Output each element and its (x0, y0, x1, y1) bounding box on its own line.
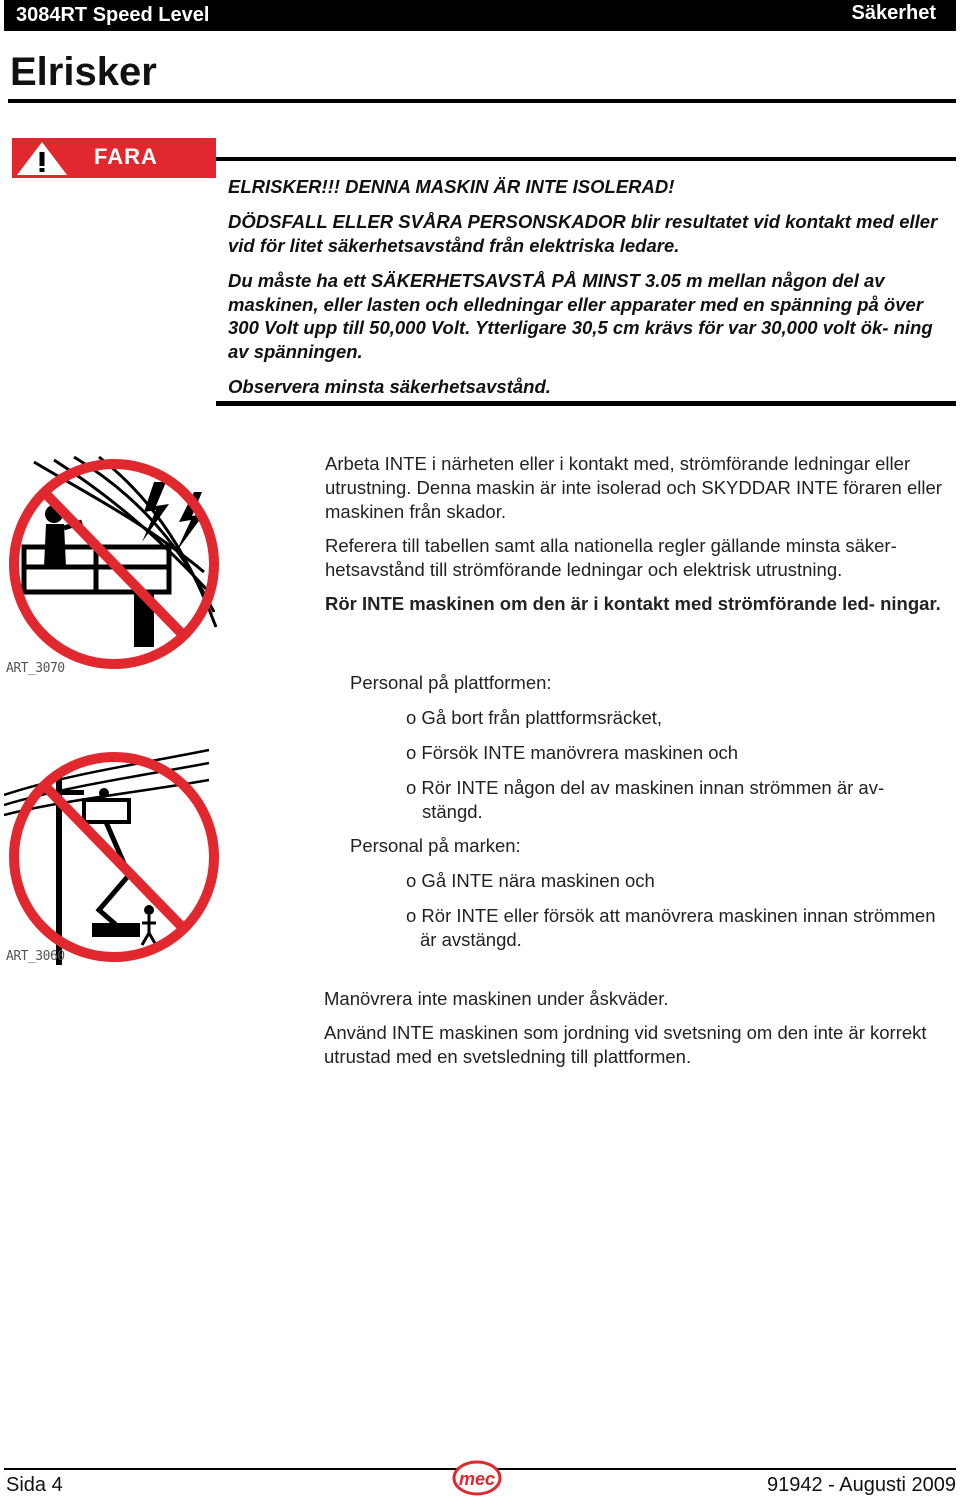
prohibition-platform-figure (4, 452, 219, 677)
ground-item-1: o Gå INTE nära maskinen och (406, 870, 655, 891)
paragraph-do-not-touch: Rör INTE maskinen om den är i kontakt med strömförande led- ningar. (325, 593, 941, 614)
header-section: Säkerhet (851, 2, 936, 24)
mec-logo-text: mec (458, 1469, 496, 1489)
danger-line-2: DÖDSFALL ELLER SVÅRA PERSONSKADOR blir resultatet vid kontakt med eller vid för litet säkerhetsavstånd från elektriska ledare. (228, 211, 938, 256)
footer-doc: 91942 - Augusti 2009 (766, 1474, 956, 1496)
prohibition-boom-figure (4, 745, 219, 965)
mec-logo (452, 1460, 502, 1496)
danger-line-4: Observera minsta säkerhetsavstånd. (228, 376, 551, 397)
danger-label: FARA (94, 144, 158, 169)
paragraph-reference: Referera till tabellen samt alla nationella regler gällande minsta säker- hetsavstånd till strömförande ledningar och elektrisk utrustning. (325, 535, 897, 580)
danger-rule-bottom (216, 401, 956, 406)
figure-label-2: ART_3060 (6, 949, 65, 964)
ground-heading: Personal på marken: (350, 835, 521, 856)
platform-item-3-line-2: stängd. (422, 801, 483, 822)
danger-rule-top (216, 157, 956, 161)
footer-page: Sida 4 (6, 1474, 63, 1496)
ground-item-2-line-1: o Rör INTE eller försök att manövrera maskinen innan strömmen (406, 905, 936, 926)
platform-heading: Personal på plattformen: (350, 672, 552, 693)
platform-item-2: o Försök INTE manövrera maskinen och (406, 742, 739, 763)
paragraph-no-contact: Arbeta INTE i närheten eller i kontakt med, strömförande ledningar eller utrustning. Denna maskin är inte isolerad och SKYDDAR INTE föraren eller maskinen från skador. (325, 453, 942, 522)
title-rule (8, 99, 956, 103)
warning-triangle-icon (12, 138, 72, 178)
platform-item-3 (406, 776, 956, 824)
danger-line-3: Du måste ha ett SÄKERHETSAVSTÅ PÅ MINST 3.05 m mellan någon del av maskinen, eller lasten och elledningar eller apparater med en spänning på över 300 Volt upp till 50,000 Volt. Ytterligare 30,5 cm krävs för var 30,000 volt ök- ning av spänningen. (228, 270, 933, 362)
page-title: Elrisker (10, 50, 157, 94)
danger-line-1: ELRISKER!!! DENNA MASKIN ÄR INTE ISOLERAD! (228, 176, 675, 197)
platform-item-3-line-1: o Rör INTE någon del av maskinen innan strömmen är av- (406, 777, 885, 798)
ground-item-2 (406, 904, 956, 952)
header-model: 3084RT Speed Level (16, 4, 210, 26)
platform-item-1: o Gå bort från plattformsräcket, (406, 707, 663, 728)
paragraph-welding: Använd INTE maskinen som jordning vid svetsning om den inte är korrekt utrustad med en svetsledning till plattformen. (324, 1022, 927, 1067)
ground-item-2-line-2: är avstängd. (420, 929, 522, 950)
paragraph-thunderstorm: Manövrera inte maskinen under åskväder. (324, 988, 669, 1009)
figure-label-1: ART_3070 (6, 661, 65, 676)
